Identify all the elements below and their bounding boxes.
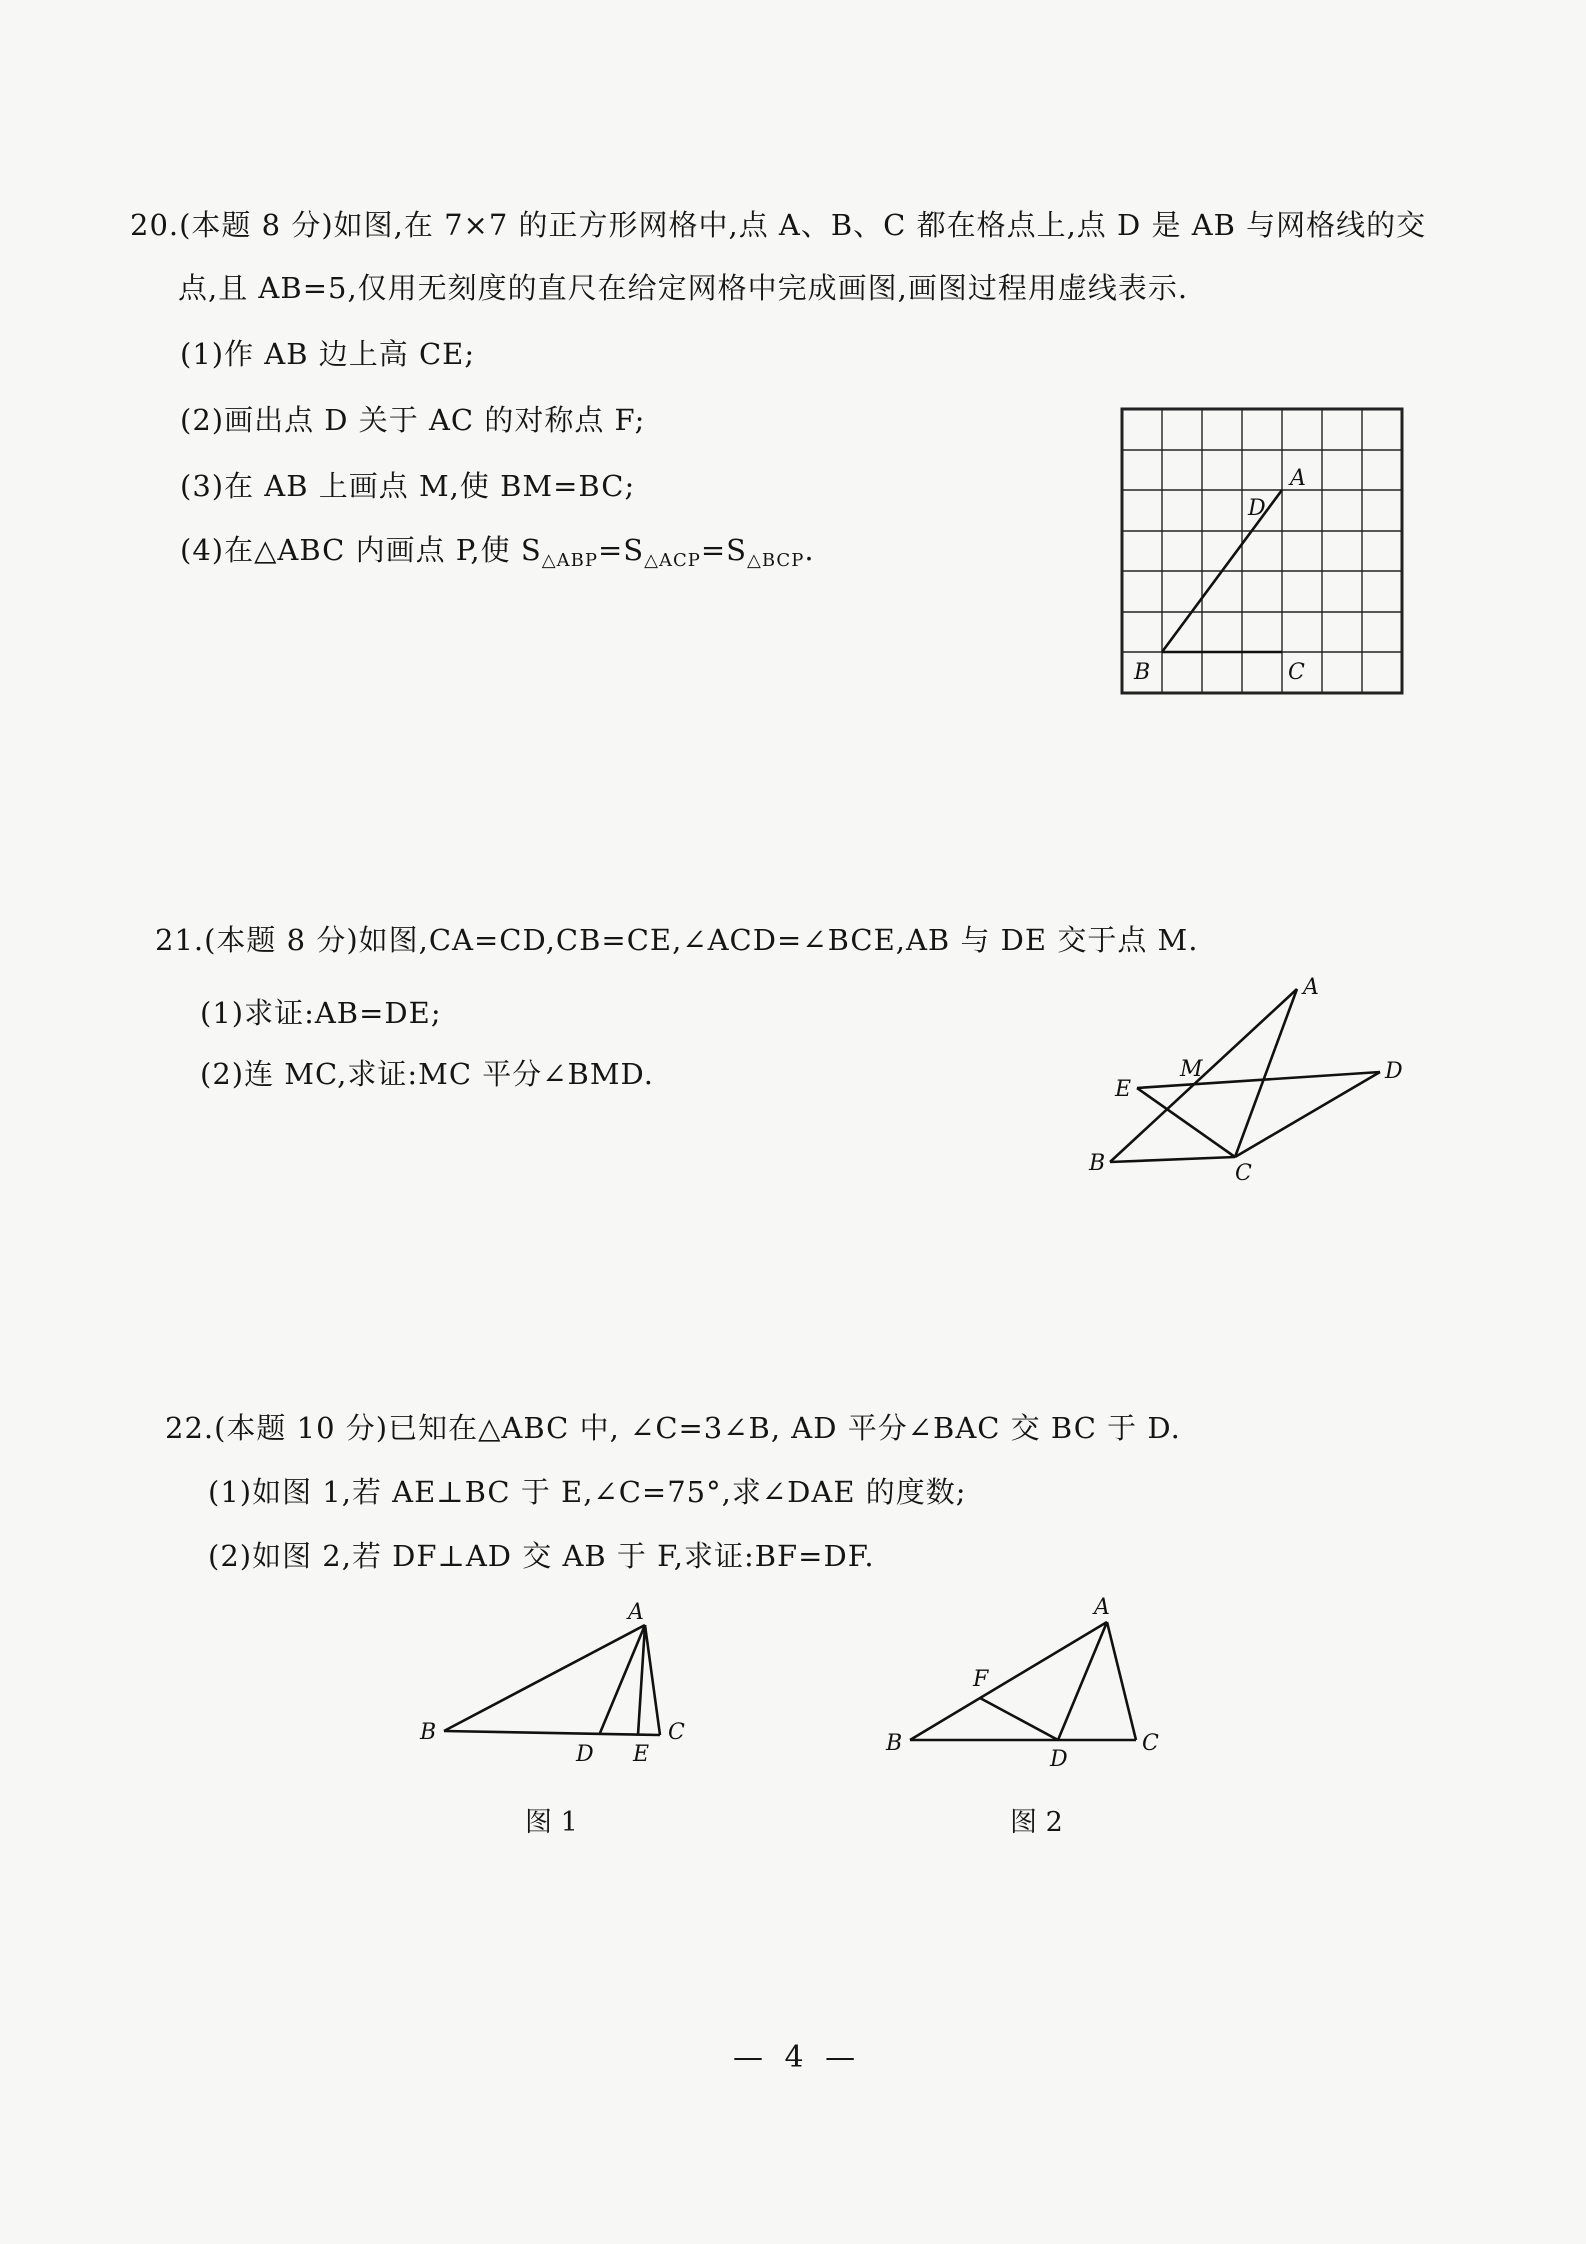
label-D: D	[1248, 496, 1266, 521]
q21-figure	[1075, 970, 1415, 1190]
q20-part4-eq2: =S	[700, 533, 748, 567]
q20-part1: (1)作 AB 边上高 CE;	[180, 337, 476, 371]
q20-part4-text: (4)在△ABC 内画点 P,使 S	[180, 533, 542, 567]
label-D: D	[1385, 1059, 1403, 1084]
label-F: F	[973, 1667, 989, 1692]
q20-part4-sub1: △ABP	[541, 550, 598, 571]
q20-part3: (3)在 AB 上画点 M,使 BM=BC;	[180, 469, 636, 503]
label-A: A	[628, 1600, 644, 1625]
q22-stem: 22.(本题 10 分)已知在△ABC 中, ∠C=3∠B, AD 平分∠BAC 交 BC 于 D.	[165, 1411, 1181, 1445]
fig1-lines	[444, 1625, 660, 1735]
label-M: M	[1180, 1057, 1203, 1082]
q20-part2: (2)画出点 D 关于 AC 的对称点 F;	[180, 403, 646, 437]
label-C: C	[1288, 660, 1305, 685]
q20-stem-line1: 20.(本题 8 分)如图,在 7×7 的正方形网格中,点 A、B、C 都在格点上,点 D 是 AB 与网格线的交	[130, 208, 1427, 242]
label-A: A	[1303, 975, 1319, 1000]
q20-part4	[180, 530, 815, 581]
fig2-lines	[910, 1622, 1136, 1740]
q22-figure-1	[410, 1595, 700, 1775]
label-C: C	[1142, 1731, 1159, 1756]
fig1-caption: 图 1	[525, 1807, 578, 1838]
q22-part1: (1)如图 1,若 AE⊥BC 于 E,∠C=75°,求∠DAE 的度数;	[208, 1475, 967, 1509]
label-B: B	[886, 1731, 903, 1756]
page-number: — 4 —	[733, 2040, 862, 2075]
fig2-caption: 图 2	[1010, 1807, 1063, 1838]
label-E: E	[633, 1742, 650, 1767]
label-B: B	[1134, 660, 1151, 685]
q20-part4-sub2: △ACP	[644, 550, 701, 571]
q20-grid-figure	[1118, 405, 1408, 700]
label-A: A	[1290, 466, 1306, 491]
q22-figure-2	[880, 1590, 1180, 1775]
label-D: D	[576, 1742, 594, 1767]
q21-stem: 21.(本题 8 分)如图,CA=CD,CB=CE,∠ACD=∠BCE,AB 与 DE 交于点 M.	[155, 923, 1199, 957]
label-B: B	[1089, 1151, 1106, 1176]
label-D: D	[1050, 1747, 1068, 1772]
label-E: E	[1115, 1077, 1132, 1102]
q20-part4-sub3: △BCP	[747, 550, 805, 571]
q20-part4-end: .	[804, 533, 815, 567]
q21-lines	[1110, 989, 1380, 1162]
label-C: C	[1235, 1161, 1252, 1186]
label-A: A	[1094, 1595, 1110, 1620]
q20-stem-line2: 点,且 AB=5,仅用无刻度的直尺在给定网格中完成画图,画图过程用虚线表示.	[178, 271, 1189, 305]
q21-part2: (2)连 MC,求证:MC 平分∠BMD.	[200, 1057, 654, 1091]
q21-part1: (1)求证:AB=DE;	[200, 996, 442, 1030]
label-B: B	[420, 1720, 437, 1745]
q20-part4-eq1: =S	[597, 533, 645, 567]
label-C: C	[668, 1720, 685, 1745]
q22-part2: (2)如图 2,若 DF⊥AD 交 AB 于 F,求证:BF=DF.	[208, 1539, 875, 1573]
